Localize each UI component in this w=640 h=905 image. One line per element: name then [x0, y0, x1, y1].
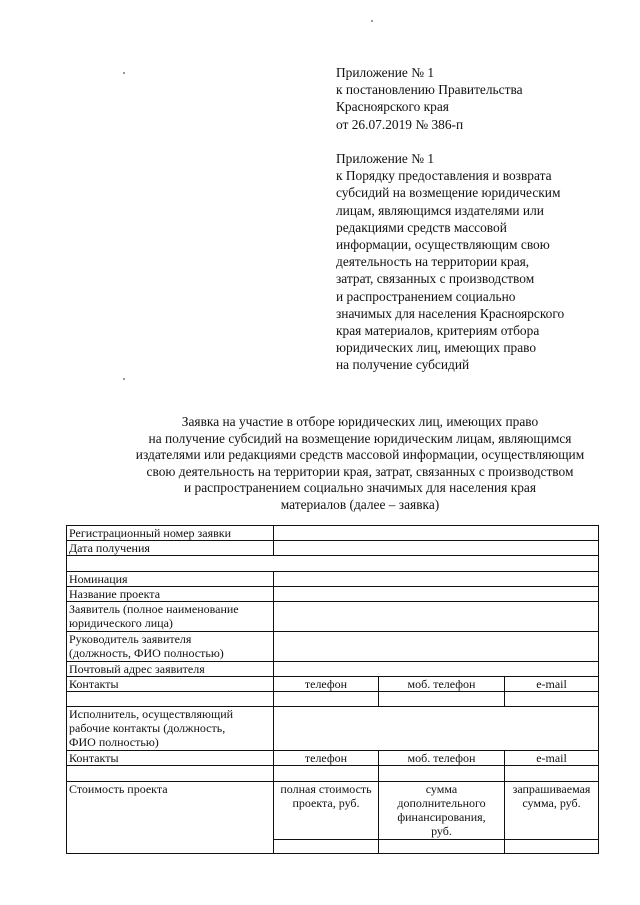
additional-funding-header-line: руб.	[431, 824, 452, 838]
full-cost-value-cell[interactable]	[274, 840, 379, 854]
contacts-label: Контакты	[67, 677, 274, 692]
form-title-line: материалов (далее – заявка)	[280, 496, 440, 512]
email-value-cell-2[interactable]	[505, 766, 599, 782]
reg-number-value-cell[interactable]	[274, 526, 599, 541]
table-row	[67, 541, 599, 556]
appendix-2-line: и распространением социально	[336, 288, 516, 304]
applicant-value-cell[interactable]	[274, 602, 599, 632]
appendix-2-line: деятельность на территории края,	[336, 254, 530, 270]
full-cost-header	[274, 782, 379, 840]
scan-speck	[123, 72, 125, 74]
scan-speck	[371, 20, 373, 22]
appendix-2-header	[336, 150, 564, 374]
table-row	[67, 782, 599, 840]
head-value-cell[interactable]	[274, 632, 599, 662]
email-header: e-mail	[505, 677, 599, 692]
contacts-empty-cell	[67, 692, 274, 707]
additional-funding-header-line: дополнительного	[397, 796, 486, 810]
executor-label-line: ФИО полностью)	[69, 735, 159, 749]
phone-value-cell[interactable]	[274, 692, 379, 707]
applicant-label-line: Заявитель (полное наименование	[69, 602, 239, 616]
appendix-2-line: к Порядку предоставления и возврата	[336, 168, 552, 184]
appendix-2-line: края материалов, критериям отбора	[336, 323, 540, 339]
additional-funding-header-line: сумма	[425, 782, 458, 796]
executor-label-line: Исполнитель, осуществляющий	[69, 707, 234, 721]
appendix-1-line: к постановлению Правительства	[336, 82, 523, 98]
requested-sum-header	[505, 782, 599, 840]
appendix-2-line: редакциями средств массовой	[336, 219, 507, 235]
contacts-label-2: Контакты	[67, 751, 274, 766]
contacts-empty-cell-2	[67, 766, 274, 782]
table-row	[67, 602, 599, 632]
appendix-1-line: Красноярского края	[336, 99, 449, 115]
table-row	[67, 662, 599, 677]
phone-value-cell-2[interactable]	[274, 766, 379, 782]
mobile-value-cell-2[interactable]	[379, 766, 505, 782]
requested-sum-header-line: запрашиваемая	[512, 782, 591, 796]
form-title-line: свою деятельность на территории края, затрат, связанных с производством	[146, 463, 574, 479]
nomination-label: Номинация	[67, 572, 274, 587]
additional-funding-header-line: финансирования,	[397, 810, 486, 824]
executor-label-line: рабочие контакты (должность,	[69, 721, 226, 735]
table-row	[67, 572, 599, 587]
full-cost-header-line: полная стоимость	[280, 782, 372, 796]
appendix-2-line: лицам, являющимся издателями или	[336, 202, 544, 218]
phone-header: телефон	[274, 677, 379, 692]
table-row	[67, 751, 599, 766]
application-form-table	[66, 525, 599, 854]
nomination-value-cell[interactable]	[274, 572, 599, 587]
appendix-2-line: затрат, связанных с производством	[336, 271, 535, 287]
appendix-2-line: Приложение № 1	[336, 151, 435, 166]
table-row-spacer	[67, 556, 599, 572]
project-name-label: Название проекта	[67, 587, 274, 602]
applicant-label-line: юридического лица)	[69, 616, 173, 630]
appendix-2-line: субсидий на возмещение юридическим	[336, 185, 561, 201]
project-cost-label: Стоимость проекта	[67, 782, 274, 854]
email-value-cell[interactable]	[505, 692, 599, 707]
table-row	[67, 632, 599, 662]
head-label-line: (должность, ФИО полностью)	[69, 646, 224, 660]
head-label	[67, 632, 274, 662]
mobile-header: моб. телефон	[379, 677, 505, 692]
scan-speck	[123, 378, 125, 380]
mobile-value-cell[interactable]	[379, 692, 505, 707]
postal-address-value-cell[interactable]	[274, 662, 599, 677]
form-title-line: и распространением социально значимых для населения края	[183, 480, 537, 496]
spacer-cell	[67, 556, 599, 572]
appendix-1-line: от 26.07.2019 № 386-п	[336, 116, 464, 132]
appendix-2-line: значимых для населения Красноярского	[336, 305, 565, 321]
form-title-line: издателями или редакциями средств массовой информации, осуществляющим	[135, 447, 585, 463]
requested-sum-value-cell[interactable]	[505, 840, 599, 854]
additional-funding-header	[379, 782, 505, 840]
appendix-2-line: юридических лиц, имеющих право	[336, 340, 537, 356]
received-date-value-cell[interactable]	[274, 541, 599, 556]
additional-funding-value-cell[interactable]	[379, 840, 505, 854]
applicant-label	[67, 602, 274, 632]
table-row	[67, 526, 599, 541]
form-title-line: Заявка на участие в отборе юридических лиц, имеющих право	[181, 414, 539, 429]
postal-address-label: Почтовый адрес заявителя	[67, 662, 274, 677]
mobile-header-2: моб. телефон	[379, 751, 505, 766]
appendix-2-line: информации, осуществляющим свою	[336, 237, 550, 253]
appendix-1-line: Приложение № 1	[336, 65, 435, 80]
full-cost-header-line: проекта, руб.	[292, 796, 360, 810]
table-row	[67, 707, 599, 751]
table-row	[67, 692, 599, 707]
form-title	[60, 414, 640, 514]
project-name-value-cell[interactable]	[274, 587, 599, 602]
phone-header-2: телефон	[274, 751, 379, 766]
reg-number-label: Регистрационный номер заявки	[67, 526, 274, 541]
table-row	[67, 766, 599, 782]
appendix-1-header	[336, 64, 523, 133]
table-row	[67, 677, 599, 692]
head-label-line: Руководитель заявителя	[69, 632, 192, 646]
email-header-2: e-mail	[505, 751, 599, 766]
appendix-2-line: на получение субсидий	[336, 357, 470, 373]
requested-sum-header-line: сумма, руб.	[522, 796, 581, 810]
executor-label	[67, 707, 274, 751]
form-title-line: на получение субсидий на возмещение юридическим лицам, являющимся	[148, 430, 572, 446]
executor-value-cell[interactable]	[274, 707, 599, 751]
table-row	[67, 587, 599, 602]
received-date-label: Дата получения	[67, 541, 274, 556]
